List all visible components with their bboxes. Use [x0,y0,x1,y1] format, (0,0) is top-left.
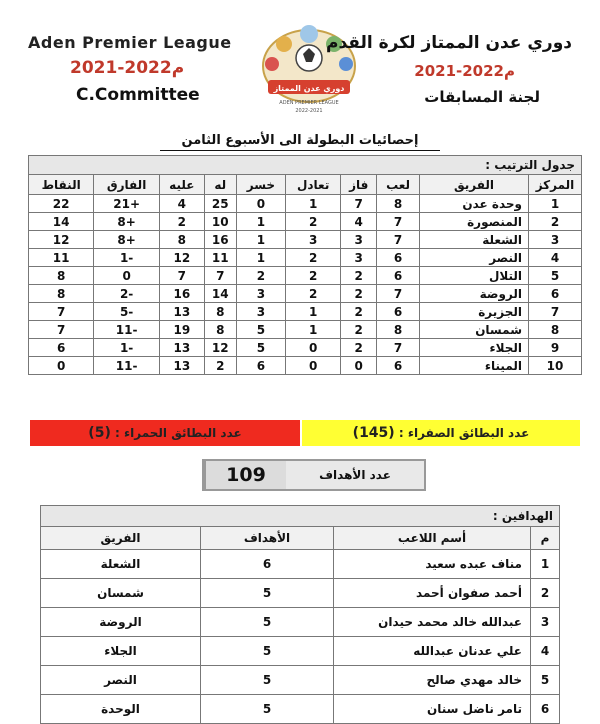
arabic-committee: لجنة المسابقات [424,88,540,106]
scorer-player: خالد مهدي صالح [334,666,531,695]
cell-goals-for: 2 [204,357,236,375]
cell-position: 4 [529,249,582,267]
standings-caption: جدول الترتيب : [29,156,582,175]
standings-header-row [29,175,582,195]
cell-lost: 5 [236,339,285,357]
cell-lost: 1 [236,231,285,249]
scorer-rank: 2 [531,579,560,608]
cell-won: 2 [341,267,377,285]
cell-drawn: 0 [286,339,341,357]
cell-goals-against: 4 [159,195,204,213]
english-league-title: Aden Premier League [28,33,232,52]
standings-row [29,267,582,285]
scorer-player: مناف عبده سعيد [334,550,531,579]
cell-goals-for: 12 [204,339,236,357]
scorer-goals: 5 [201,579,334,608]
cell-position: 10 [529,357,582,375]
cell-played: 7 [377,339,420,357]
cell-points: 8 [29,285,94,303]
cell-team: شمسان [420,321,529,339]
cell-points: 6 [29,339,94,357]
header-goals: الأهداف [201,527,334,550]
cell-won: 0 [341,357,377,375]
cell-points: 7 [29,303,94,321]
cell-drawn: 1 [286,195,341,213]
cell-drawn: 2 [286,213,341,231]
scorers-header-row [41,527,560,550]
scorer-club: شمسان [41,579,201,608]
cell-difference: +21 [94,195,160,213]
standings-row [29,249,582,267]
cell-drawn: 2 [286,267,341,285]
red-cards-value: (5) [88,425,111,441]
header-rank: م [531,527,560,550]
cell-position: 7 [529,303,582,321]
cell-points: 12 [29,231,94,249]
yellow-cards-value: (145) [352,425,395,441]
standings-row [29,339,582,357]
cell-points: 0 [29,357,94,375]
cell-goals-for: 14 [204,285,236,303]
cell-won: 2 [341,303,377,321]
scorer-player: علي عدنان عبدالله [334,637,531,666]
cell-drawn: 0 [286,357,341,375]
top-scorers-table [40,505,560,724]
red-cards-label: عدد البطائق الحمراء : [115,426,242,440]
cell-played: 7 [377,213,420,231]
cell-points: 22 [29,195,94,213]
arabic-league-title: دوري عدن الممتاز لكرة القدم [326,33,572,53]
cell-drawn: 2 [286,249,341,267]
cell-points: 11 [29,249,94,267]
cell-goals-against: 8 [159,231,204,249]
total-goals-value: 109 [204,461,286,489]
cell-played: 7 [377,285,420,303]
standings-row [29,195,582,213]
standings-row [29,213,582,231]
cell-difference: 0 [94,267,160,285]
scorer-rank: 4 [531,637,560,666]
header-position: المركز [529,175,582,195]
scorer-rank: 3 [531,608,560,637]
scorer-player: أحمد صفوان أحمد [334,579,531,608]
scorer-player: تامر ناضل سنان [334,695,531,724]
cell-goals-against: 13 [159,357,204,375]
cell-difference: -5 [94,303,160,321]
standings-row [29,285,582,303]
header-drawn: تعادل [286,175,341,195]
scorer-row [41,550,560,579]
cell-goals-for: 25 [204,195,236,213]
cell-difference: -11 [94,357,160,375]
scorer-player: عبدالله خالد محمد حيدان [334,608,531,637]
english-committee: C.Committee [76,85,200,105]
header-goals-for: له [204,175,236,195]
scorer-row [41,608,560,637]
cell-goals-against: 13 [159,339,204,357]
cell-goals-for: 8 [204,303,236,321]
cell-difference: +8 [94,231,160,249]
cell-team: الروضة [420,285,529,303]
cell-won: 3 [341,231,377,249]
cell-played: 6 [377,303,420,321]
scorer-club: الروضة [41,608,201,637]
cell-difference: +8 [94,213,160,231]
cell-goals-against: 2 [159,213,204,231]
cell-played: 6 [377,249,420,267]
standings-row [29,321,582,339]
header-team: الفريق [420,175,529,195]
scorer-goals: 5 [201,637,334,666]
scorer-row [41,666,560,695]
cell-lost: 3 [236,303,285,321]
logo-year-text: 2022-2021 [295,108,323,114]
header-won: فاز [341,175,377,195]
total-goals-label: عدد الأهداف [319,468,391,482]
scorer-goals: 5 [201,695,334,724]
cell-lost: 0 [236,195,285,213]
cell-won: 3 [341,249,377,267]
scorer-goals: 6 [201,550,334,579]
cell-lost: 1 [236,213,285,231]
scorer-goals: 5 [201,608,334,637]
cell-goals-for: 10 [204,213,236,231]
scorer-rank: 5 [531,666,560,695]
cell-won: 2 [341,285,377,303]
scorer-rank: 6 [531,695,560,724]
cell-played: 6 [377,267,420,285]
cell-team: الميناء [420,357,529,375]
cell-position: 8 [529,321,582,339]
cell-difference: -2 [94,285,160,303]
scorer-row [41,637,560,666]
scorer-club: النصر [41,666,201,695]
cell-position: 9 [529,339,582,357]
yellow-cards-box [302,420,580,446]
cell-lost: 3 [236,285,285,303]
cell-position: 3 [529,231,582,249]
cell-won: 2 [341,339,377,357]
cell-points: 14 [29,213,94,231]
scorer-club: الوحدة [41,695,201,724]
standings-row [29,357,582,375]
cell-won: 4 [341,213,377,231]
cell-difference: -1 [94,339,160,357]
cell-goals-against: 19 [159,321,204,339]
cell-lost: 2 [236,267,285,285]
cell-won: 2 [341,321,377,339]
header-club: الفريق [41,527,201,550]
cell-drawn: 1 [286,303,341,321]
cell-points: 7 [29,321,94,339]
scorer-row [41,695,560,724]
total-goals-box [202,459,426,491]
cell-position: 5 [529,267,582,285]
header-points: النقاط [29,175,94,195]
cell-team: الجزيرة [420,303,529,321]
cell-goals-for: 11 [204,249,236,267]
cell-difference: -11 [94,321,160,339]
header-lost: خسر [236,175,285,195]
cell-position: 6 [529,285,582,303]
cell-goals-against: 7 [159,267,204,285]
cell-points: 8 [29,267,94,285]
english-season: 2021-2022م [70,58,185,78]
header-goals-against: عليه [159,175,204,195]
cell-goals-for: 8 [204,321,236,339]
logo-arabic-text: دوري عدن الممتاز [273,84,345,93]
scorer-club: الجلاء [41,637,201,666]
scorer-row [41,579,560,608]
red-cards-box [30,420,300,446]
standings-table [28,155,582,375]
cell-lost: 1 [236,249,285,267]
cell-lost: 6 [236,357,285,375]
cell-drawn: 1 [286,321,341,339]
cell-drawn: 2 [286,285,341,303]
cell-team: المنصورة [420,213,529,231]
header-player: أسم اللاعب [334,527,531,550]
cell-goals-for: 7 [204,267,236,285]
stats-subtitle: إحصائيات البطولة الى الأسبوع الثامن [160,133,440,151]
cell-drawn: 3 [286,231,341,249]
scorer-rank: 1 [531,550,560,579]
cell-goals-against: 16 [159,285,204,303]
cell-team: التلال [420,267,529,285]
scorer-club: الشعلة [41,550,201,579]
standings-row [29,231,582,249]
cell-position: 1 [529,195,582,213]
header-played: لعب [377,175,420,195]
logo-english-text: ADEN PREMIER LEAGUE [279,100,339,106]
scorers-caption: الهدافين : [41,506,560,527]
cell-goals-against: 13 [159,303,204,321]
yellow-cards-label: عدد البطائق الصفراء : [398,426,530,440]
cell-team: الجلاء [420,339,529,357]
cell-team: وحدة عدن [420,195,529,213]
cell-played: 8 [377,195,420,213]
cell-team: النصر [420,249,529,267]
cell-won: 7 [341,195,377,213]
cell-team: الشعلة [420,231,529,249]
cell-goals-against: 12 [159,249,204,267]
cell-difference: -1 [94,249,160,267]
arabic-season: 2021-2022م [414,62,515,80]
cell-played: 8 [377,321,420,339]
cell-lost: 5 [236,321,285,339]
cell-position: 2 [529,213,582,231]
cell-goals-for: 16 [204,231,236,249]
cell-played: 6 [377,357,420,375]
standings-row [29,303,582,321]
cell-played: 7 [377,231,420,249]
scorer-goals: 5 [201,666,334,695]
header-difference: الفارق [94,175,160,195]
